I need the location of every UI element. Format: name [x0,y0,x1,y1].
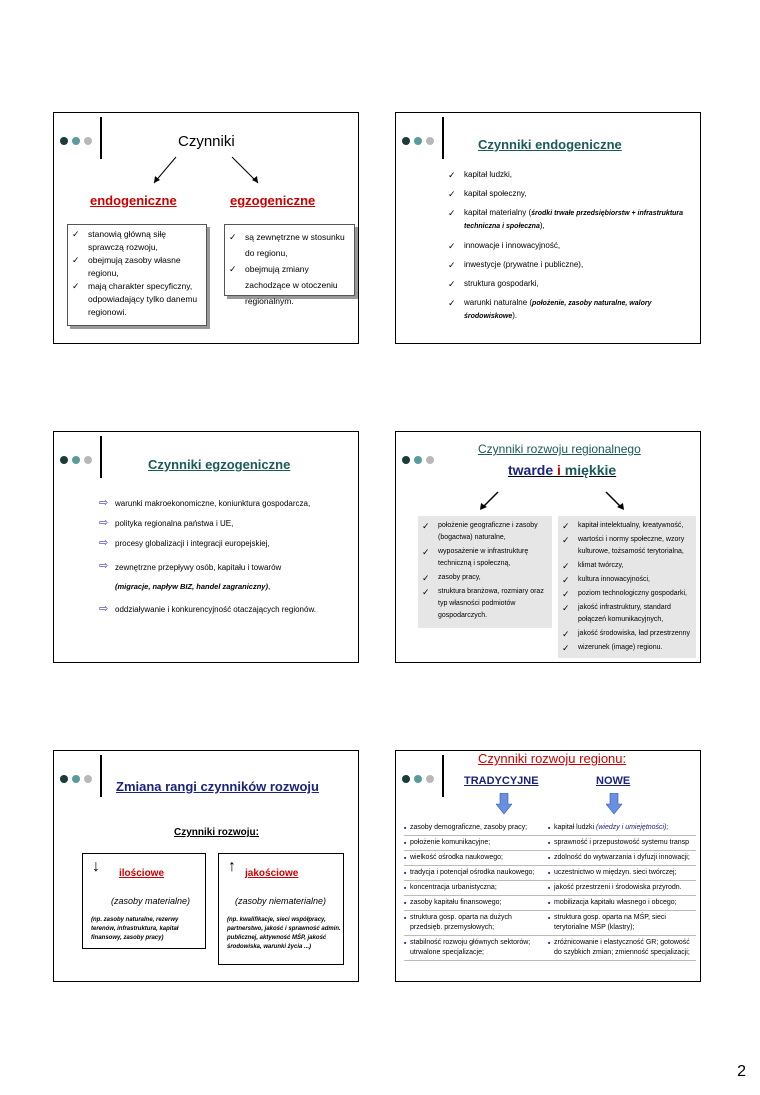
slide-4 [395,431,701,663]
table-cell: ■ uczestnictwo w międzyn. sieci twórczej; [548,866,696,881]
bullet-dot [84,456,92,464]
list-item: ✓ obejmują zmiany zachodzące w otoczeniu regionalnym. [229,261,350,309]
table-cell: ■ zasoby demograficzne, zasoby pracy; [404,821,548,836]
list-item: ⇨ oddziaływanie i konkurencyjność otaczających regionów. [99,604,349,616]
arrow-down-icon [606,793,622,815]
divider [100,755,102,797]
list-item: ⇨ polityka regionalna państwa i UE, [99,518,349,530]
bullet-dot [84,137,92,145]
table-cell: ■ zasoby kapitału finansowego; [404,896,548,911]
table-row [404,851,696,866]
slide-title: Czynniki egzogeniczne [148,457,291,472]
bullet-dot [60,137,68,145]
bullet-dot [60,775,68,783]
list-item: ✓ wizerunek (image) regionu. [562,642,692,654]
list-item: ✓ stanowią główną siłę sprawczą rozwoju, [72,228,202,254]
table-cell: ■ jakość przestrzeni i środowiska przyrodn. [548,881,696,896]
list-item: ✓ obejmują zasoby własne regionu, [72,254,202,280]
list-item: ⇨ zewnętrzne przepływy osób, kapitału i towarów (migracje, napływ BIZ, handel zagraniczny), [99,558,349,596]
list-item: ⇨ warunki makroekonomiczne, koniunktura gospodarcza, [99,498,349,510]
arrow-up-icon: ↑ [228,858,236,875]
page-number: 2 [737,1063,746,1080]
list-item: ✓ inwestycje (prywatne i publiczne), [448,259,696,271]
table-cell: ■ stabilność rozwoju głównych sektorów; utrwalone specjalizacje; [404,936,548,961]
jakosciowe-heading: jakościowe [245,868,299,879]
bullet-dot [84,775,92,783]
endogeniczne-heading: endogeniczne [90,193,177,208]
slide-1 [53,112,359,344]
list-item: ✓ kapitał ludzki, [448,169,696,181]
slide-dots [402,775,434,783]
slide-title: Czynniki [178,133,235,150]
table-cell: ■ koncentracja urbanistyczna; [404,881,548,896]
bullet-dot [402,137,410,145]
slide-subtitle: twarde i miękkie [508,462,617,478]
list-item: ✓ innowacje i innowacyjność, [448,240,696,252]
divider [100,117,102,159]
slide-3 [53,431,359,663]
table-cell: ■ mobilizacja kapitału własnego i obcego; [548,896,696,911]
bullet-dot [72,775,80,783]
table-cell: ■ kapitał ludzki (wiedzy i umiejętności); [548,821,696,836]
bullet-dot [426,775,434,783]
arrow-down-icon: ↓ [92,858,100,875]
table-cell: ■ położenie komunikacyjne; [404,836,548,851]
slide-6 [395,750,701,982]
quantitative-sub: (zasoby materialne) [111,896,191,906]
list-item: ✓ poziom technologiczny gospodarki, [562,588,692,600]
table-cell: ■ tradycja i potencjał ośrodka naukowego; [404,866,548,881]
egzogeniczne-box [224,224,355,306]
list-item: ✓ kultura innowacyjności, [562,574,692,586]
table-cell: ■ zróżnicowanie i elastyczność GR; gotowość do szybkich zmian; zmienność specjalizacji; [548,936,696,961]
list-item: ✓ kapitał materialny (środki trwałe przedsiębiorstw + infrastruktura techniczna i społeczna), [448,207,696,233]
list-item: ✓ są zewnętrzne w stosunku do regionu, [229,229,350,261]
col-tradycyjne: TRADYCYJNE [464,775,539,787]
table-row [404,866,696,881]
qualitative-sub: (zasoby niematerialne) [235,896,327,906]
soft-factors-box [558,516,696,658]
slide-dots [60,137,92,145]
qualitative-note: (np. kwalifikacje, sieci współpracy, partnerstwo, jakość i sprawność admin. publicznej, aktywność MŚP, jakość środowiska, warunki życia ...) [227,917,341,950]
divider [442,755,444,797]
table-cell: ■ struktura gosp. oparta na dużych przedsięb. przemysłowych; [404,911,548,936]
divider [442,117,444,159]
table-row [404,821,696,836]
branch-arrows [456,488,656,512]
endogenic-list [448,169,696,323]
egzogenic-list [99,498,349,616]
table-row [404,936,696,961]
divider [100,436,102,478]
bullet-dot [402,775,410,783]
slide-5 [53,750,359,982]
slide-dots [402,456,434,464]
list-item: ✓ jakość infrastruktury, standard połączeń komunikacyjnych, [562,602,692,626]
list-item: ✓ kapitał intelektualny, kreatywność, [562,520,692,532]
bullet-dot [414,456,422,464]
qualitative-box [218,853,344,965]
hard-factors-box [418,516,552,628]
list-item: ✓ położenie geograficzne i zasoby (bogactwa) naturalne, [422,520,548,544]
table-row [404,836,696,851]
slide-title: Czynniki rozwoju regionu: [478,751,627,766]
arrow-down-icon [496,793,512,815]
bullet-dot [426,456,434,464]
table-row [404,896,696,911]
list-item: ✓ struktura branżowa, rozmiary oraz typ własności podmiotów gospodarczych. [422,586,548,622]
quantitative-box [82,853,206,949]
list-item: ✓ kapitał społeczny, [448,188,696,200]
slide-2 [395,112,701,344]
quantitative-note: (np. zasoby naturalne, rezerwy terenów, infrastruktura, kapitał finansowy, zasoby pracy) [91,917,179,941]
list-item: ✓ warunki naturalne (położenie, zasoby naturalne, walory środowiskowe). [448,297,696,323]
slide-title: Czynniki endogeniczne [478,137,622,152]
list-item: ✓ wartości i normy społeczne, wzory kulturowe, tożsamość terytorialna, [562,534,692,558]
slide-title: Zmiana rangi czynników rozwoju [116,779,319,794]
bullet-dot [72,456,80,464]
ilosciowe-heading: ilościowe [119,868,165,879]
list-item: ✓ mają charakter specyficzny, odpowiadający tylko danemu regionowi. [72,280,202,319]
bullet-dot [414,775,422,783]
list-item: ✓ zasoby pracy, [422,572,548,584]
table-row [404,911,696,936]
list-item: ✓ jakość środowiska, ład przestrzenny [562,628,692,640]
list-item: ✓ klimat twórczy, [562,560,692,572]
endogeniczne-box [67,224,207,326]
factors-table [404,821,696,961]
slide-dots [60,775,92,783]
table-cell: ■ zdolność do wytwarzania i dyfuzji innowacji; [548,851,696,866]
table-row [404,881,696,896]
slide-dots [60,456,92,464]
col-nowe: NOWE [596,775,631,787]
slide-dots [402,137,434,145]
list-item: ✓ struktura gospodarki, [448,278,696,290]
slide-subtitle: Czynniki rozwoju: [174,827,259,838]
egzogeniczne-heading: egzogeniczne [230,193,316,208]
slide-title: Czynniki rozwoju regionalnego [478,442,641,456]
list-item: ⇨ procesy globalizacji i integracji europejskiej, [99,538,349,550]
table-cell: ■ wielkość ośrodka naukowego; [404,851,548,866]
table-cell: ■ sprawność i przepustowość systemu transp [548,836,696,851]
branch-arrows [114,151,294,191]
bullet-dot [72,137,80,145]
list-item: ✓ wyposażenie w infrastrukturę techniczną i społeczną, [422,546,548,570]
table-cell: ■ struktura gosp. oparta na MŚP, sieci terytorialne MŚP (klastry); [548,911,696,936]
bullet-dot [60,456,68,464]
bullet-dot [414,137,422,145]
bullet-dot [426,137,434,145]
bullet-dot [402,456,410,464]
